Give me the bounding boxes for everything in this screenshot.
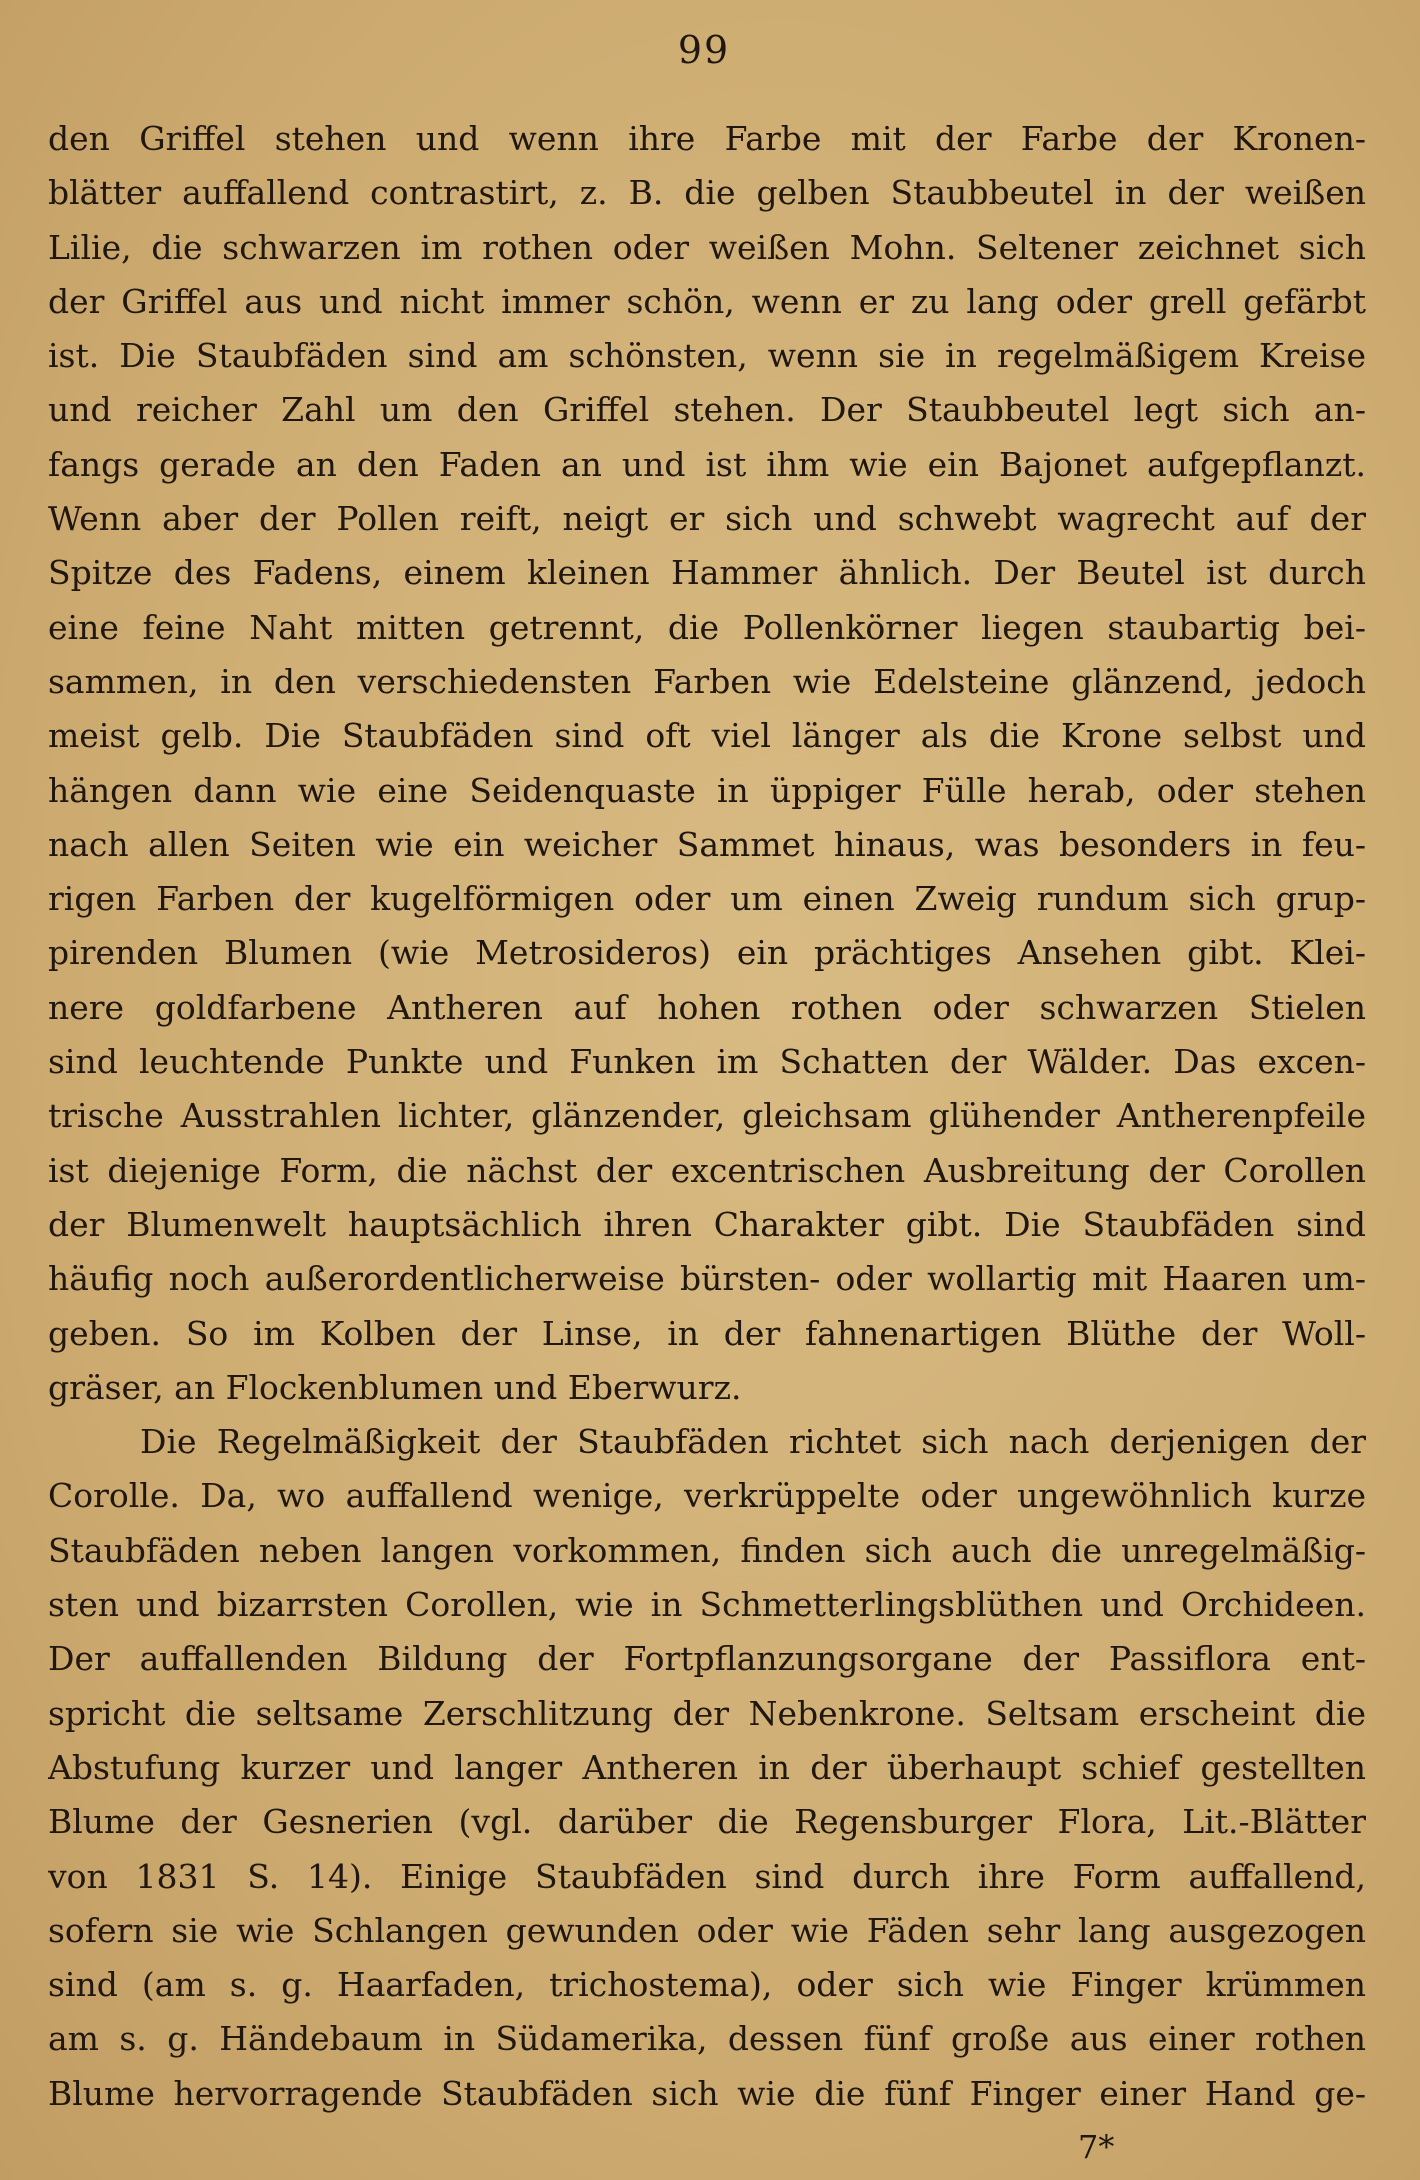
text-line: und reicher Zahl um den Griffel stehen. Der Staubbeutel legt sich an- — [48, 390, 1366, 430]
text-line: Lilie, die schwarzen im rothen oder weißen Mohn. Seltener zeichnet sich — [48, 227, 1366, 267]
body-text — [48, 112, 1366, 2121]
text-line: Staubfäden neben langen vorkommen, finden sich auch die unregelmäßig- — [48, 1530, 1366, 1570]
text-line: spricht die seltsame Zerschlitzung der Nebenkrone. Seltsam erscheint die — [48, 1693, 1366, 1733]
text-line: von 1831 S. 14). Einige Staubfäden sind durch ihre Form auffallend, — [48, 1856, 1366, 1896]
paragraph-start-line: Die Regelmäßigkeit der Staubfäden richtet sich nach derjenigen der — [140, 1422, 1366, 1462]
text-line: Blume der Gesnerien (vgl. darüber die Regensburger Flora, Lit.-Blätter — [48, 1802, 1366, 1842]
text-line: meist gelb. Die Staubfäden sind oft viel länger als die Krone selbst und — [48, 716, 1366, 756]
text-line: Abstufung kurzer und langer Antheren in der überhaupt schief gestellten — [48, 1747, 1366, 1787]
text-line: häufig noch außerordentlicherweise bürsten- oder wollartig mit Haaren um- — [48, 1259, 1366, 1299]
text-line: trische Ausstrahlen lichter, glänzender, gleichsam glühender Antherenpfeile — [48, 1096, 1366, 1136]
text-line: sind leuchtende Punkte und Funken im Schatten der Wälder. Das excen- — [48, 1042, 1366, 1082]
text-line: sten und bizarrsten Corollen, wie in Schmetterlingsblüthen und Orchideen. — [48, 1585, 1366, 1625]
text-line: der Blumenwelt hauptsächlich ihren Charakter gibt. Die Staubfäden sind — [48, 1204, 1366, 1244]
text-line: Der auffallenden Bildung der Fortpflanzungsorgane der Passiflora ent- — [48, 1639, 1366, 1679]
text-line: Blume hervorragende Staubfäden sich wie die fünf Finger einer Hand ge- — [48, 2073, 1366, 2113]
page-number: 99 — [677, 28, 731, 72]
text-line: Corolle. Da, wo auffallend wenige, verkrüppelte oder ungewöhnlich kurze — [48, 1476, 1366, 1516]
text-line: sammen, in den verschiedensten Farben wie Edelsteine glänzend, jedoch — [48, 661, 1366, 701]
text-line: pirenden Blumen (wie Metrosideros) ein prächtiges Ansehen gibt. Klei- — [48, 933, 1366, 973]
text-line: rigen Farben der kugelförmigen oder um einen Zweig rundum sich grup- — [48, 879, 1366, 919]
text-line: geben. So im Kolben der Linse, in der fahnenartigen Blüthe der Woll- — [48, 1313, 1366, 1353]
text-line: hängen dann wie eine Seidenquaste in üppiger Fülle herab, oder stehen — [48, 770, 1366, 810]
text-line: nach allen Seiten wie ein weicher Sammet hinaus, was besonders in feu- — [48, 824, 1366, 864]
text-line: der Griffel aus und nicht immer schön, wenn er zu lang oder grell gefärbt — [48, 281, 1366, 321]
text-line: blätter auffallend contrastirt, z. B. die gelben Staubbeutel in der weißen — [48, 173, 1366, 213]
signature-mark: 7* — [1078, 2128, 1115, 2166]
text-line: Spitze des Fadens, einem kleinen Hammer ähnlich. Der Beutel ist durch — [48, 553, 1366, 593]
text-line: Wenn aber der Pollen reift, neigt er sich und schwebt wagrecht auf der — [48, 499, 1366, 539]
text-line: eine feine Naht mitten getrennt, die Pollenkörner liegen staubartig bei- — [48, 607, 1366, 647]
paragraph-end-line: gräser, an Flockenblumen und Eberwurz. — [48, 1367, 742, 1407]
text-line: sofern sie wie Schlangen gewunden oder wie Fäden sehr lang ausgezogen — [48, 1910, 1366, 1950]
text-line: nere goldfarbene Antheren auf hohen rothen oder schwarzen Stielen — [48, 987, 1366, 1027]
text-line: den Griffel stehen und wenn ihre Farbe mit der Farbe der Kronen- — [48, 119, 1366, 158]
text-line: am s. g. Händebaum in Südamerika, dessen fünf große aus einer rothen — [48, 2019, 1366, 2059]
text-line: ist. Die Staubfäden sind am schönsten, wenn sie in regelmäßigem Kreise — [48, 336, 1366, 376]
text-line: ist diejenige Form, die nächst der excentrischen Ausbreitung der Corollen — [48, 1150, 1366, 1190]
text-line: sind (am s. g. Haarfaden, trichostema), oder sich wie Finger krümmen — [48, 1965, 1366, 2005]
text-line: fangs gerade an den Faden an und ist ihm wie ein Bajonet aufgepflanzt. — [48, 444, 1366, 484]
